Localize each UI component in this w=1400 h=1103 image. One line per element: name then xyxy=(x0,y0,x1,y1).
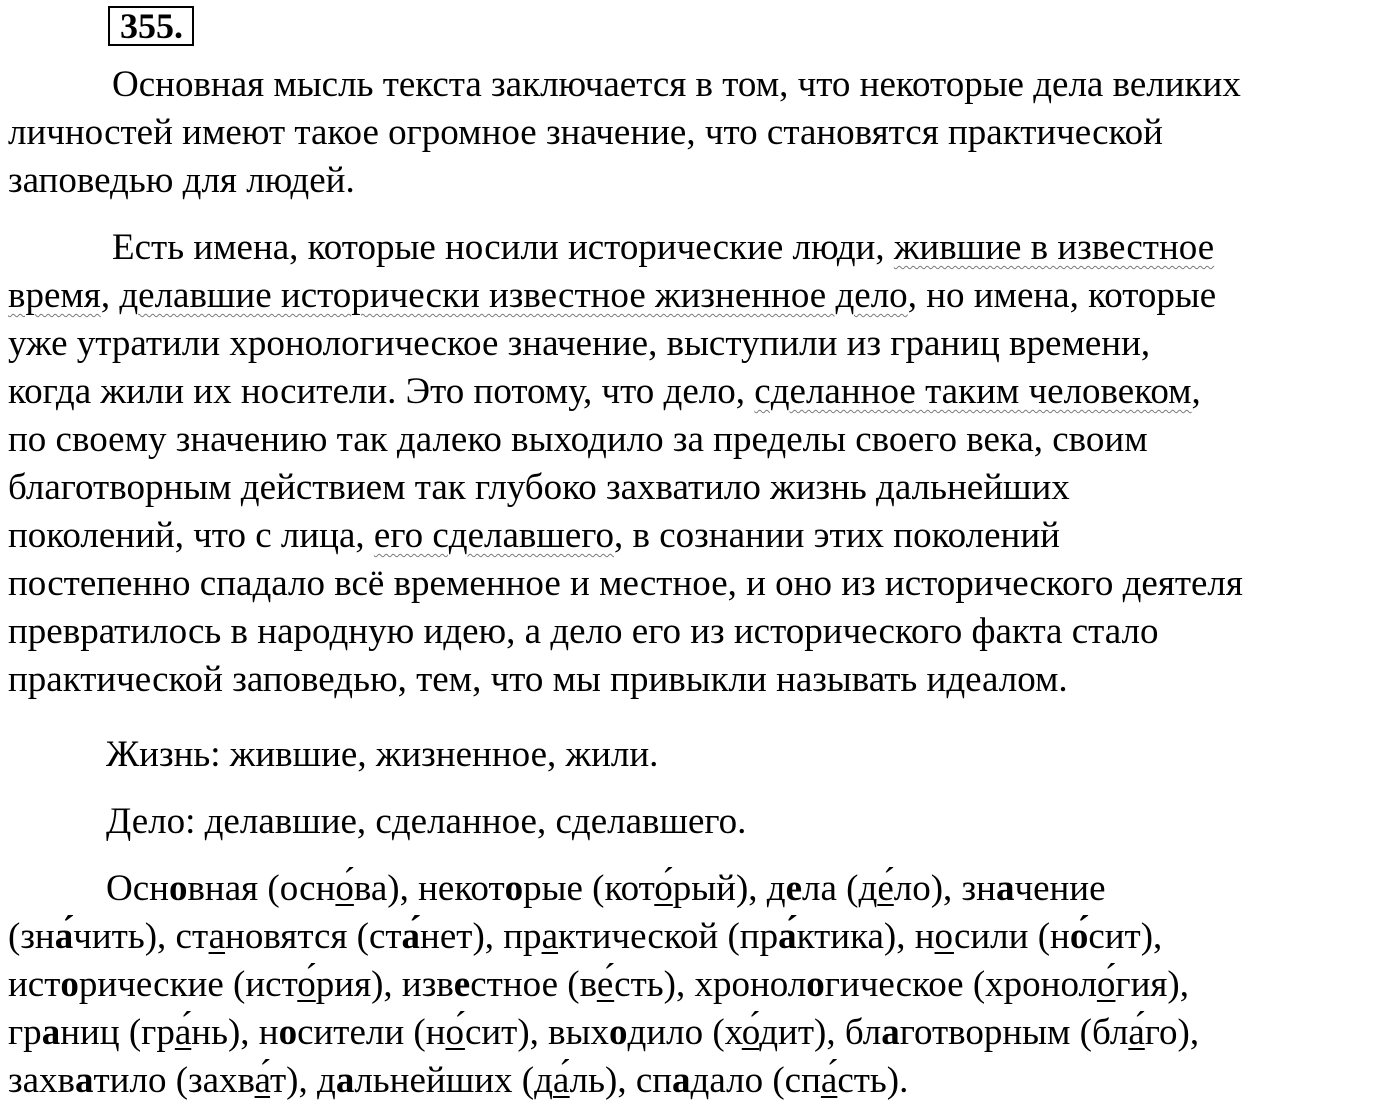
vowel-check-line3 xyxy=(8,963,1189,1007)
participial-phrase: его сделавшего xyxy=(373,515,615,556)
text-span: гическое (хронол xyxy=(824,964,1097,1005)
unstressed-vowel: е xyxy=(453,964,471,1005)
paragraph2-line9: превратилось в народную идею, а дело его из исторического факта стало xyxy=(8,611,1159,652)
participial-phrase: жившие в известное xyxy=(893,227,1215,268)
stressed-vowel: о́ xyxy=(654,868,673,909)
text-span: гр xyxy=(8,1012,42,1053)
text-span: Осн xyxy=(106,868,169,909)
paragraph1-line1: Основная мысль текста заключается в том, что некоторые дела великих xyxy=(112,64,1241,105)
stressed-vowel: о́ xyxy=(297,964,316,1005)
text-span: нь), н xyxy=(191,1012,279,1053)
text-span: ктика), н xyxy=(796,916,935,957)
stressed-vowel: а xyxy=(541,916,558,957)
text-span: , xyxy=(1191,371,1201,412)
text-span: ктической (пр xyxy=(558,916,779,957)
paragraph1-line3: заповедью для людей. xyxy=(8,160,355,201)
unstressed-vowel: о xyxy=(278,1012,298,1053)
text-span: ист xyxy=(8,964,61,1005)
text-span: , в сознании этих поколений xyxy=(614,515,1060,556)
text-span: чить), ст xyxy=(73,916,209,957)
text-span: гия), xyxy=(1115,964,1189,1005)
text-span: , но имена, которые xyxy=(907,275,1217,316)
unstressed-vowel: а́ xyxy=(54,916,74,957)
text-span: Есть имена, которые носили исторические люди, xyxy=(112,227,894,268)
exercise-number: 355. xyxy=(108,6,194,46)
text-span: сть), хронол xyxy=(614,964,807,1005)
stressed-vowel: е́ xyxy=(596,964,615,1005)
text-span: сит), xyxy=(1088,916,1163,957)
stressed-vowel: о xyxy=(934,916,954,957)
text-span: (зн xyxy=(8,916,55,957)
paragraph2-line3: уже утратили хронологическое значение, выступили из границ времени, xyxy=(8,323,1151,364)
unstressed-vowel: о xyxy=(806,964,825,1005)
text-span: когда жили их носители. Это потому, что дело, xyxy=(8,371,755,412)
stressed-vowel: о́ xyxy=(445,1012,465,1053)
text-span: ль), сп xyxy=(569,1060,673,1101)
text-span: поколений, что с лица, xyxy=(8,515,374,556)
participial-phrase: делавшие исторически известное жизненное дело xyxy=(119,275,908,316)
text-span: ла (д xyxy=(802,868,878,909)
text-span: рый), д xyxy=(672,868,786,909)
stressed-vowel: а xyxy=(208,916,226,957)
text-span: сили (н xyxy=(953,916,1070,957)
paragraph2-line7 xyxy=(8,514,1060,558)
paragraph2-line8: постепенно спадало всё временное и местное, и оно из исторического деятеля xyxy=(8,563,1243,604)
unstressed-vowel: а́ xyxy=(401,916,421,957)
text-span: ниц (гр xyxy=(60,1012,175,1053)
text-span: сть). xyxy=(837,1060,909,1101)
unstressed-vowel: о xyxy=(168,868,188,909)
text-span: нет), пр xyxy=(420,916,542,957)
text-span: т), д xyxy=(270,1060,336,1101)
paragraph2-line10: практической заповедью, тем, что мы привыкли называть идеалом. xyxy=(8,659,1068,700)
stressed-vowel: о́ xyxy=(741,1012,760,1053)
unstressed-vowel: о́ xyxy=(1069,916,1089,957)
vowel-check-line5 xyxy=(8,1059,908,1103)
unstressed-vowel: а xyxy=(335,1060,355,1101)
vowel-check-line1 xyxy=(106,867,1106,911)
text-span: сители (н xyxy=(297,1012,446,1053)
vowel-check-line4 xyxy=(8,1011,1199,1055)
text-span: дило (х xyxy=(627,1012,742,1053)
word-group-life: Жизнь: жившие, жизненное, жили. xyxy=(106,734,659,775)
text-span: тило (захв xyxy=(93,1060,255,1101)
text-span: рические (ист xyxy=(78,964,298,1005)
unstressed-vowel: а xyxy=(75,1060,94,1101)
stressed-vowel: а́ xyxy=(254,1060,271,1101)
paragraph1-line2: личностей имеют такое огромное значение, что становятся практической xyxy=(8,112,1163,153)
text-span: дит), бл xyxy=(759,1012,882,1053)
unstressed-vowel: а xyxy=(881,1012,900,1053)
text-span: , xyxy=(100,275,120,316)
unstressed-vowel: о xyxy=(60,964,79,1005)
stressed-vowel: а́ xyxy=(1128,1012,1145,1053)
stressed-vowel: а́ xyxy=(174,1012,192,1053)
paragraph2-line4 xyxy=(8,370,1201,414)
unstressed-vowel: о xyxy=(609,1012,628,1053)
paragraph2-line2 xyxy=(8,274,1216,318)
text-span: сит), вых xyxy=(464,1012,609,1053)
unstressed-vowel: а́ xyxy=(778,916,797,957)
text-span: ло), зн xyxy=(893,868,996,909)
text-span: дало (сп xyxy=(690,1060,821,1101)
text-span: рия), изв xyxy=(315,964,454,1005)
paragraph2-line1 xyxy=(112,226,1214,270)
stressed-vowel: о́ xyxy=(1096,964,1116,1005)
text-span: льнейших (д xyxy=(354,1060,553,1101)
participial-phrase: время xyxy=(8,275,101,316)
text-span: ва), некот xyxy=(353,868,505,909)
text-span: го), xyxy=(1144,1012,1200,1053)
word-group-deed: Дело: делавшие, сделанное, сделавшего. xyxy=(106,801,747,842)
stressed-vowel: а́ xyxy=(552,1060,570,1101)
vowel-check-line2 xyxy=(8,915,1162,959)
paragraph2-line5: по своему значению так далеко выходило за пределы своего века, своим xyxy=(8,419,1148,460)
text-span: захв xyxy=(8,1060,76,1101)
paragraph2-line6: благотворным действием так глубоко захватило жизнь дальнейших xyxy=(8,467,1070,508)
unstressed-vowel: о xyxy=(504,868,524,909)
unstressed-vowel: а xyxy=(41,1012,61,1053)
participial-phrase: сделанное таким человеком xyxy=(754,371,1192,412)
stressed-vowel: а́ xyxy=(820,1060,838,1101)
text-span: чение xyxy=(1014,868,1106,909)
text-span: новятся (ст xyxy=(225,916,402,957)
stressed-vowel: о́ xyxy=(335,868,354,909)
text-span: готворным (бл xyxy=(899,1012,1129,1053)
text-span: стное (в xyxy=(470,964,597,1005)
text-span: рые (кот xyxy=(523,868,655,909)
unstressed-vowel: а xyxy=(672,1060,691,1101)
unstressed-vowel: е xyxy=(785,868,803,909)
stressed-vowel: е́ xyxy=(877,868,894,909)
unstressed-vowel: а xyxy=(995,868,1015,909)
text-span: вная (осн xyxy=(187,868,336,909)
